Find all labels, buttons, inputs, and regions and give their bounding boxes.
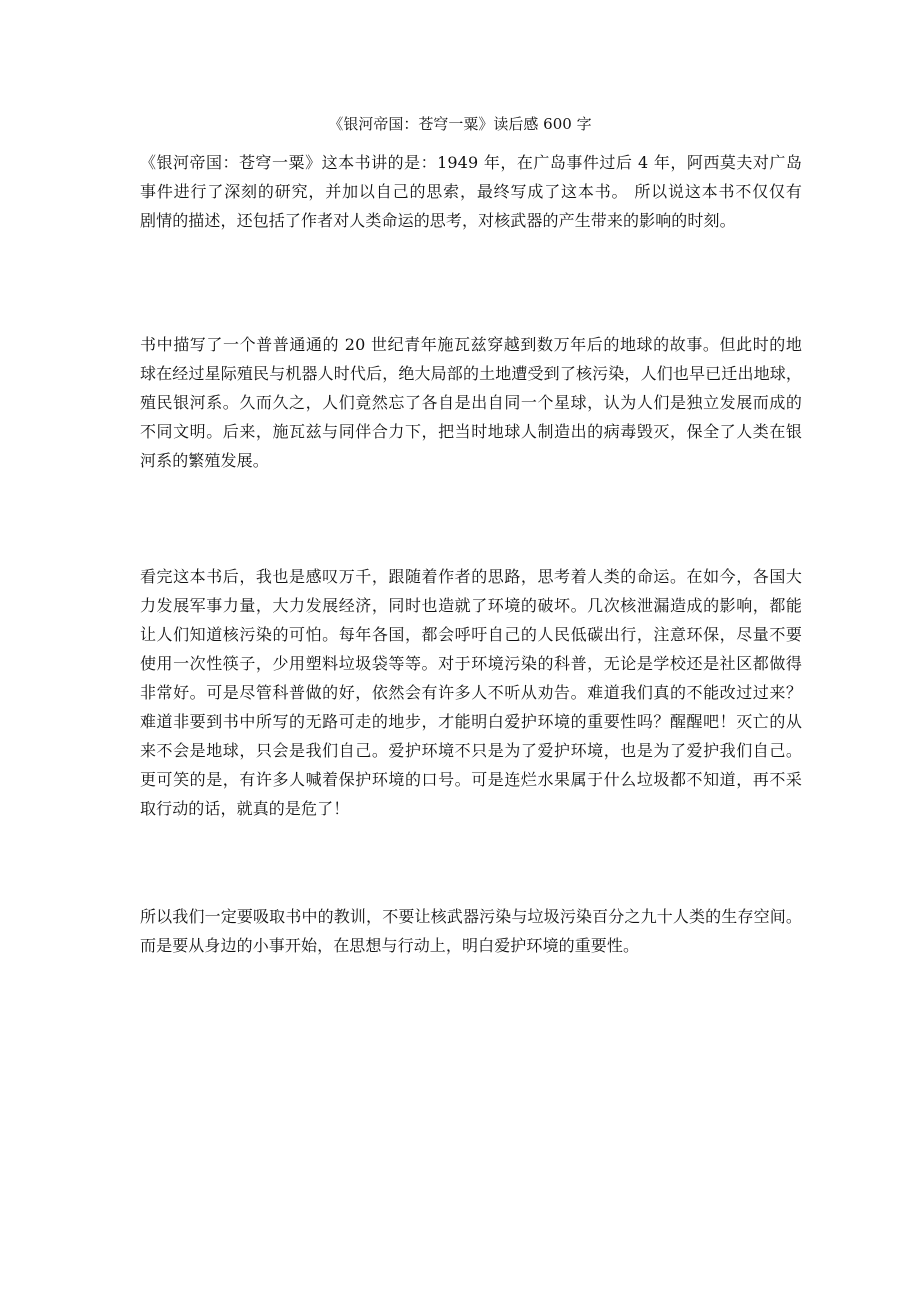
text-line: 力发展军事力量，大力发展经济，同时也造就了环境的破坏。几次核泄漏造成的影响，都能: [140, 596, 802, 615]
text-line: 更可笑的是，有许多人喊着保护环境的口号。可是连烂水果属于什么垃圾都不知道，再不采: [140, 770, 802, 789]
text-line: 不同文明。后来，施瓦兹与同伴合力下，把当时地球人制造出的病毒毁灭，保全了人类在银: [140, 422, 802, 441]
text-line: 事件进行了深刻的研究，并加以自己的思索，最终写成了这本书。 所以说这本书不仅仅有: [140, 182, 802, 201]
paragraph-4: [140, 902, 802, 960]
text-line: 让人们知道核污染的可怕。每年各国，都会呼吁自己的人民低碳出行，注意环保，尽量不要: [140, 625, 802, 644]
text-line: 书中描写了一个普普通通的 20 世纪青年施瓦兹穿越到数万年后的地球的故事。但此时的地: [140, 335, 802, 354]
paragraph-3: [140, 562, 802, 823]
text-line: 使用一次性筷子，少用塑料垃圾袋等等。对于环境污染的科普，无论是学校还是社区都做得: [140, 654, 802, 673]
text-line: 看完这本书后，我也是感叹万千，跟随着作者的思路，思考着人类的命运。在如今，各国大: [140, 567, 802, 586]
text-line: 所以我们一定要吸取书中的教训，不要让核武器污染与垃圾污染百分之九十人类的生存空间。: [140, 907, 802, 926]
text-line: 取行动的话，就真的是危了！: [140, 799, 350, 818]
paragraph-1: [140, 148, 802, 235]
text-line: 球在经过星际殖民与机器人时代后，绝大局部的土地遭受到了核污染，人们也早已迁出地球，: [140, 364, 802, 383]
text-line: 非常好。可是尽管科普做的好，依然会有许多人不听从劝告。难道我们真的不能改过过来？: [140, 683, 802, 702]
text-line: 剧情的描述，还包括了作者对人类命运的思考，对核武器的产生带来的影响的时刻。: [140, 211, 736, 230]
text-line: 河系的繁殖发展。: [140, 451, 269, 470]
text-line: 来不会是地球，只会是我们自己。爱护环境不只是为了爱护环境，也是为了爱护我们自己。: [140, 741, 802, 760]
text-line: 难道非要到书中所写的无路可走的地步，才能明白爱护环境的重要性吗？醒醒吧！灭亡的从: [140, 712, 802, 731]
text-line: 而是要从身边的小事开始，在思想与行动上，明白爱护环境的重要性。: [140, 936, 640, 955]
paragraph-2: [140, 330, 802, 475]
text-line: 《银河帝国：苍穹一粟》这本书讲的是：1949 年，在广岛事件过后 4 年，阿西莫夫对广岛: [140, 153, 802, 172]
document-title: 《银河帝国：苍穹一粟》读后感 600 字: [328, 115, 592, 133]
text-line: 殖民银河系。久而久之，人们竟然忘了各自是出自同一个星球，认为人们是独立发展而成的: [140, 393, 802, 412]
